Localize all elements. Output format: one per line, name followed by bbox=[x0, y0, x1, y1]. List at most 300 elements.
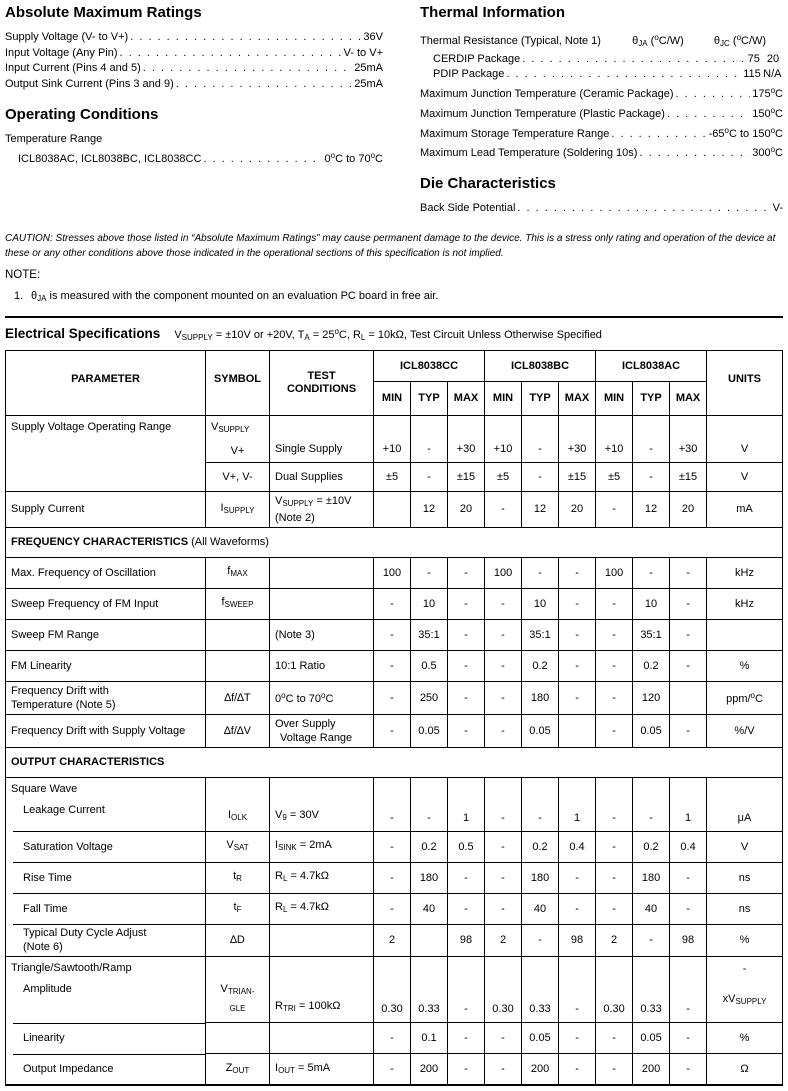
parameter-text: Max. Frequency of Oscillation bbox=[11, 566, 156, 579]
cell-value: - bbox=[485, 893, 522, 924]
cell-value: - bbox=[374, 831, 411, 862]
symbol-text: $t_F$ bbox=[233, 901, 242, 915]
notes-list bbox=[5, 289, 783, 306]
cell-value: - bbox=[670, 588, 707, 619]
spec-line bbox=[420, 83, 783, 103]
section-row bbox=[6, 747, 783, 777]
cell-value: - bbox=[596, 619, 633, 650]
parameter-text: Typical Duty Cycle Adjust bbox=[23, 927, 147, 940]
symbol-text: ∆D bbox=[230, 934, 245, 947]
cell-conditions bbox=[270, 957, 374, 1023]
spec-label: Output Sink Current (Pins 3 and 9) bbox=[5, 78, 174, 91]
cell-conditions bbox=[270, 1023, 374, 1054]
cell-value: - bbox=[559, 862, 596, 893]
dot-leader bbox=[143, 61, 353, 77]
table-row bbox=[6, 619, 783, 650]
cell-value: 20 bbox=[448, 491, 485, 527]
cell-value: 0.30 bbox=[485, 957, 522, 1023]
cell-units bbox=[707, 957, 783, 1023]
cell-value: 40 bbox=[522, 893, 559, 924]
symbol-text: $f_{SWEEP}$ bbox=[221, 596, 254, 610]
conditions-text: $V_9 = 30V$ bbox=[275, 808, 319, 822]
cell-value: 0.4 bbox=[559, 831, 596, 862]
cell-value: 200 bbox=[411, 1054, 448, 1086]
cell-value: - bbox=[596, 491, 633, 527]
symbol-text: $Z_{OUT}$ bbox=[225, 1061, 250, 1075]
right-column bbox=[420, 3, 783, 217]
cell-parameter bbox=[6, 831, 206, 862]
cell-conditions bbox=[270, 862, 374, 893]
cell-value: 0.4 bbox=[670, 831, 707, 862]
thermal-matrix-row bbox=[420, 52, 783, 68]
parameter-text: Supply Voltage Operating Range bbox=[11, 420, 172, 433]
parameter-text: Saturation Voltage bbox=[23, 840, 113, 853]
cell-value: 2 bbox=[485, 924, 522, 957]
cell-value: - bbox=[485, 588, 522, 619]
cell-value: 0.33 bbox=[633, 957, 670, 1023]
cell-symbol bbox=[206, 831, 270, 862]
col-header-test: TEST bbox=[307, 369, 336, 382]
cell-value: - bbox=[522, 924, 559, 957]
cell-value: ±5 bbox=[485, 462, 522, 491]
col-header-conditions: CONDITIONS bbox=[286, 382, 357, 395]
symbol-text: $I_{SUPPLY}$ bbox=[220, 501, 255, 515]
cell-parameter bbox=[6, 415, 206, 491]
cell-value: 100 bbox=[485, 557, 522, 588]
cell-parameter bbox=[6, 777, 206, 831]
cell-value: - bbox=[559, 1023, 596, 1054]
cell-value: - bbox=[559, 1054, 596, 1086]
die-characteristics-section bbox=[420, 175, 783, 217]
cell-value: - bbox=[670, 619, 707, 650]
thermal-information-title: Thermal Information bbox=[420, 4, 566, 21]
operating-conditions-section bbox=[5, 106, 383, 167]
cell-value: 35:1 bbox=[633, 619, 670, 650]
table-row bbox=[6, 650, 783, 681]
cell-value: - bbox=[374, 588, 411, 619]
cell-value: - bbox=[633, 557, 670, 588]
table-row bbox=[6, 681, 783, 714]
cell-value: 0.33 bbox=[522, 957, 559, 1023]
cell-value: - bbox=[374, 893, 411, 924]
spec-value: V- to V+ bbox=[343, 46, 383, 59]
die-characteristics-title: Die Characteristics bbox=[420, 174, 556, 192]
spec-label: ICL8038AC, ICL8038BC, ICL8038CC bbox=[18, 152, 202, 165]
cell-conditions bbox=[270, 462, 374, 491]
symbol-text: $V_{SAT}$ bbox=[226, 839, 249, 853]
left-column bbox=[5, 3, 383, 217]
cell-value: - bbox=[670, 557, 707, 588]
cell-value: - bbox=[559, 557, 596, 588]
cell-symbol bbox=[206, 650, 270, 681]
cell-value: 0.2 bbox=[522, 650, 559, 681]
cell-value: - bbox=[485, 681, 522, 714]
cell-value: - bbox=[485, 862, 522, 893]
cell-value: 98 bbox=[559, 924, 596, 957]
cell-value: - bbox=[411, 462, 448, 491]
spec-label: Maximum Junction Temperature (Plastic Package) bbox=[420, 107, 665, 120]
cell-value: - bbox=[374, 714, 411, 747]
thermal-matrix-row bbox=[420, 67, 783, 83]
parameter-text: Output Impedance bbox=[23, 1062, 114, 1075]
note-heading: NOTE: bbox=[5, 268, 41, 281]
absolute-maximum-ratings-list bbox=[5, 30, 383, 93]
dot-leader bbox=[522, 52, 742, 68]
cell-parameter bbox=[6, 557, 206, 588]
spec-label: PDIP Package bbox=[433, 68, 505, 81]
dot-leader bbox=[517, 201, 770, 217]
cell-symbol bbox=[206, 924, 270, 957]
cell-parameter bbox=[6, 924, 206, 957]
cell-value: - bbox=[448, 557, 485, 588]
spec-label: Maximum Lead Temperature (Soldering 10s) bbox=[420, 147, 638, 160]
spec-line bbox=[5, 30, 383, 46]
cell-value: - bbox=[374, 681, 411, 714]
cell-value: ±15 bbox=[559, 462, 596, 491]
cell-value: - bbox=[374, 777, 411, 831]
cell-value: 0.05 bbox=[522, 1023, 559, 1054]
cell-value: - bbox=[559, 588, 596, 619]
table-row bbox=[6, 415, 783, 462]
section-divider bbox=[5, 316, 783, 318]
spec-line bbox=[5, 61, 383, 77]
cell-value: 20 bbox=[559, 491, 596, 527]
table-row bbox=[6, 862, 783, 893]
cell-units: mA bbox=[707, 491, 783, 527]
cell-value bbox=[411, 924, 448, 957]
table-row bbox=[6, 491, 783, 527]
cell-value: - bbox=[633, 415, 670, 462]
parameter-text: FM Linearity bbox=[11, 659, 72, 672]
cell-units: % bbox=[707, 924, 783, 957]
theta-jc-column-header: $\theta_{JC}$ ($^o$C/W) bbox=[713, 33, 767, 48]
cell-value: - bbox=[485, 1054, 522, 1086]
cell-value: - bbox=[522, 462, 559, 491]
cell-value: - bbox=[522, 557, 559, 588]
spec-value: 36V bbox=[363, 31, 383, 43]
cell-conditions bbox=[270, 619, 374, 650]
theta-ja-value: 75 bbox=[747, 52, 760, 65]
cell-symbol bbox=[206, 557, 270, 588]
thermal-matrix-header-label: Thermal Resistance (Typical, Note 1) bbox=[420, 35, 601, 47]
cell-conditions bbox=[270, 557, 374, 588]
cell-value: 12 bbox=[633, 491, 670, 527]
cell-value: - bbox=[374, 1023, 411, 1054]
cell-value: 0.2 bbox=[411, 831, 448, 862]
col-header-symbol: SYMBOL bbox=[206, 350, 270, 415]
cell-value: 180 bbox=[411, 862, 448, 893]
table-row bbox=[6, 557, 783, 588]
col-header-units: UNITS bbox=[707, 350, 783, 415]
cell-value: - bbox=[596, 681, 633, 714]
cell-value: 12 bbox=[411, 491, 448, 527]
cell-symbol bbox=[206, 957, 270, 1023]
cell-value: 200 bbox=[522, 1054, 559, 1086]
cell-value: - bbox=[633, 924, 670, 957]
cell-value: 10 bbox=[633, 588, 670, 619]
cell-symbol bbox=[206, 777, 270, 831]
cell-value: 40 bbox=[633, 893, 670, 924]
cell-value: 0.33 bbox=[411, 957, 448, 1023]
cell-value: - bbox=[559, 957, 596, 1023]
spec-value: 25mA bbox=[354, 62, 383, 75]
symbol-text: $f_{MAX}$ bbox=[227, 565, 248, 579]
cell-value: 10 bbox=[522, 588, 559, 619]
spec-line bbox=[5, 77, 383, 93]
cell-conditions bbox=[270, 650, 374, 681]
cell-conditions bbox=[270, 777, 374, 831]
spec-value: 25mA bbox=[354, 78, 383, 91]
cell-conditions bbox=[270, 1054, 374, 1086]
cell-value: 0.1 bbox=[411, 1023, 448, 1054]
cell-symbol bbox=[206, 1023, 270, 1054]
section-label-suffix: (All Waveforms) bbox=[188, 536, 269, 549]
cell-value: - bbox=[448, 1054, 485, 1086]
parameter-text: Linearity bbox=[23, 1032, 65, 1045]
col-header-min: MIN bbox=[374, 381, 411, 415]
col-header-max: MAX bbox=[670, 381, 707, 415]
spec-line bbox=[420, 123, 783, 143]
conditions-text: Voltage Range bbox=[280, 731, 353, 744]
conditions-text: $R_L = 4.7k\Omega$ bbox=[275, 870, 329, 884]
cell-parameter bbox=[6, 893, 206, 924]
parameter-text: Sweep FM Range bbox=[11, 628, 100, 641]
top-columns bbox=[5, 3, 783, 217]
col-header-typ: TYP bbox=[633, 381, 670, 415]
cell-value: 180 bbox=[633, 862, 670, 893]
cell-units: ns bbox=[707, 893, 783, 924]
cell-units: %/V bbox=[707, 714, 783, 747]
cell-value: - bbox=[411, 415, 448, 462]
electrical-specifications-conditions: $V_{SUPPLY} = \pm 10V$ or +20V, $T_A = 25^oC$, $R_L = 10k\Omega$, Test Circuit Unless Otherwise Specified bbox=[174, 326, 602, 342]
dot-leader bbox=[506, 67, 740, 83]
cell-parameter bbox=[6, 862, 206, 893]
cell-value: 10 bbox=[411, 588, 448, 619]
spec-line bbox=[5, 148, 383, 168]
cell-value: 98 bbox=[448, 924, 485, 957]
cell-symbol bbox=[206, 462, 270, 491]
cell-value: - bbox=[485, 831, 522, 862]
cell-value: - bbox=[559, 619, 596, 650]
cell-value: - bbox=[670, 957, 707, 1023]
cell-value: - bbox=[485, 1023, 522, 1054]
cell-value: - bbox=[448, 1023, 485, 1054]
absolute-maximum-ratings-title: Absolute Maximum Ratings bbox=[5, 4, 202, 21]
cell-value: - bbox=[448, 862, 485, 893]
cell-value: 40 bbox=[411, 893, 448, 924]
spec-label: Maximum Storage Temperature Range bbox=[420, 127, 610, 140]
cell-value: 100 bbox=[596, 557, 633, 588]
cell-parameter bbox=[6, 588, 206, 619]
cell-conditions bbox=[270, 681, 374, 714]
cell-value: - bbox=[374, 619, 411, 650]
cell-value: - bbox=[596, 893, 633, 924]
parameter-text: Rise Time bbox=[23, 871, 72, 884]
cell-units: Ω bbox=[707, 1054, 783, 1086]
note-text: $\theta_{JA}$ is measured with the component mounted on an evaluation PC board in free air. bbox=[31, 289, 439, 303]
cell-symbol bbox=[206, 415, 270, 462]
dot-leader bbox=[203, 152, 322, 168]
spec-line bbox=[420, 201, 783, 217]
symbol-text: GLE bbox=[229, 1004, 246, 1014]
symbol-text: $t_R$ bbox=[233, 870, 242, 884]
cell-value: - bbox=[374, 862, 411, 893]
cell-parameter bbox=[6, 714, 206, 747]
spec-label: Input Current (Pins 4 and 5) bbox=[5, 62, 141, 75]
cell-value: +10 bbox=[596, 415, 633, 462]
spec-label: Supply Voltage (V- to V+) bbox=[5, 31, 129, 43]
conditions-text: $V_{SUPPLY} = \pm 10V$ bbox=[275, 494, 352, 508]
cell-value: 1 bbox=[670, 777, 707, 831]
spec-value: 150$^o$C bbox=[752, 105, 783, 120]
cell-value: - bbox=[522, 415, 559, 462]
parameter-text: Leakage Current bbox=[23, 803, 105, 816]
cell-value: - bbox=[448, 619, 485, 650]
cell-value: - bbox=[670, 650, 707, 681]
cell-value: - bbox=[374, 650, 411, 681]
cell-value: 0.05 bbox=[411, 714, 448, 747]
cell-value: 0.2 bbox=[633, 650, 670, 681]
spec-label: Temperature Range bbox=[5, 132, 103, 145]
parameter-text: Frequency Drift with bbox=[11, 684, 109, 697]
section-row bbox=[6, 527, 783, 557]
cell-value: 200 bbox=[633, 1054, 670, 1086]
cell-value: +30 bbox=[559, 415, 596, 462]
cell-symbol bbox=[206, 893, 270, 924]
die-characteristics-list bbox=[420, 201, 783, 217]
cell-value: ±5 bbox=[596, 462, 633, 491]
spec-value: V- bbox=[772, 201, 783, 214]
spec-value: 175$^o$C bbox=[752, 86, 783, 101]
cell-symbol bbox=[206, 681, 270, 714]
spec-label: Input Voltage (Any Pin) bbox=[5, 46, 118, 59]
cell-value: 20 bbox=[670, 491, 707, 527]
cell-value: 0.2 bbox=[633, 831, 670, 862]
cell-value: 120 bbox=[633, 681, 670, 714]
cell-value: 0.05 bbox=[633, 1023, 670, 1054]
conditions-text: (Note 2) bbox=[275, 511, 315, 524]
cell-value: - bbox=[485, 491, 522, 527]
table-row bbox=[6, 777, 783, 831]
theta-ja-column-header: $\theta_{JA}$ ($^o$C/W) bbox=[632, 33, 684, 48]
spec-line bbox=[420, 142, 783, 162]
cell-units: % bbox=[707, 1023, 783, 1054]
cell-value: 0.30 bbox=[596, 957, 633, 1023]
cell-value: - bbox=[411, 777, 448, 831]
cell-units: V bbox=[707, 415, 783, 462]
parameter-text: Supply Current bbox=[11, 503, 85, 516]
cell-parameter bbox=[6, 681, 206, 714]
cell-value: - bbox=[596, 1023, 633, 1054]
cell-units: V bbox=[707, 831, 783, 862]
cell-value bbox=[374, 491, 411, 527]
cell-value: 0.05 bbox=[522, 714, 559, 747]
parameter-text: Fall Time bbox=[23, 902, 68, 915]
table-row bbox=[6, 588, 783, 619]
cell-value: - bbox=[448, 714, 485, 747]
cell-value: 0.30 bbox=[374, 957, 411, 1023]
electrical-specifications-title: Electrical Specifications bbox=[5, 325, 161, 341]
cell-value: 1 bbox=[559, 777, 596, 831]
col-header-typ: TYP bbox=[411, 381, 448, 415]
spec-value: -65$^o$C to 150$^o$C bbox=[708, 125, 783, 140]
conditions-text: $I_{SINK} = 2mA$ bbox=[275, 839, 332, 853]
cell-value: - bbox=[596, 1054, 633, 1086]
theta-jc-value: 20 bbox=[766, 52, 780, 65]
col-header-min: MIN bbox=[485, 381, 522, 415]
units-text: $xV_{SUPPLY}$ bbox=[722, 993, 767, 1007]
cell-symbol bbox=[206, 1054, 270, 1086]
symbol-text: ∆f/∆T bbox=[224, 691, 251, 704]
operating-conditions-title: Operating Conditions bbox=[5, 105, 159, 123]
dot-leader bbox=[676, 87, 751, 103]
cell-value: 100 bbox=[374, 557, 411, 588]
cell-value: +30 bbox=[670, 415, 707, 462]
cell-value: - bbox=[485, 714, 522, 747]
cell-value: ±15 bbox=[448, 462, 485, 491]
spec-line bbox=[5, 132, 383, 148]
cell-units: kHz bbox=[707, 557, 783, 588]
cell-value bbox=[670, 681, 707, 714]
cell-value: - bbox=[448, 957, 485, 1023]
parameter-text: Sweep Frequency of FM Input bbox=[11, 597, 159, 610]
cell-symbol bbox=[206, 491, 270, 527]
cell-value: - bbox=[448, 681, 485, 714]
symbol-text: $V_{TRIAN-}$ bbox=[220, 983, 255, 997]
cell-value: - bbox=[559, 650, 596, 681]
cell-parameter bbox=[6, 1054, 206, 1086]
section-label: FREQUENCY CHARACTERISTICS bbox=[11, 536, 189, 549]
table-row bbox=[6, 957, 783, 1023]
thermal-resistance-rows bbox=[420, 52, 783, 83]
cell-value: 1 bbox=[448, 777, 485, 831]
cell-units: V bbox=[707, 462, 783, 491]
dot-leader bbox=[611, 127, 706, 143]
cell-conditions bbox=[270, 714, 374, 747]
cell-value: - bbox=[596, 650, 633, 681]
group-label: Square Wave bbox=[11, 782, 78, 795]
cell-symbol bbox=[206, 619, 270, 650]
cell-value: 0.5 bbox=[448, 831, 485, 862]
cell-value: - bbox=[670, 1054, 707, 1086]
symbol-text: V+ bbox=[230, 444, 245, 457]
cell-parameter bbox=[6, 957, 206, 1023]
cell-value: 35:1 bbox=[411, 619, 448, 650]
cell-value: - bbox=[633, 462, 670, 491]
table-row bbox=[6, 831, 783, 862]
conditions-text: (Note 3) bbox=[275, 628, 315, 641]
dot-leader bbox=[667, 107, 750, 123]
cell-value: - bbox=[374, 1054, 411, 1086]
cell-value: - bbox=[448, 893, 485, 924]
table-row bbox=[6, 1023, 783, 1054]
cell-parameter bbox=[6, 1023, 206, 1054]
cell-units: ns bbox=[707, 862, 783, 893]
conditions-text: $R_L = 4.7k\Omega$ bbox=[275, 901, 329, 915]
spec-label: Maximum Junction Temperature (Ceramic Package) bbox=[420, 88, 674, 101]
cell-value: - bbox=[670, 1023, 707, 1054]
table-row bbox=[6, 924, 783, 957]
dot-leader bbox=[639, 146, 750, 162]
dot-leader bbox=[176, 77, 353, 93]
cell-value: - bbox=[633, 777, 670, 831]
conditions-text: Dual Supplies bbox=[275, 470, 343, 483]
cell-value: 250 bbox=[411, 681, 448, 714]
cell-value: 0.05 bbox=[633, 714, 670, 747]
cell-conditions bbox=[270, 415, 374, 462]
cell-parameter bbox=[6, 650, 206, 681]
cell-value: - bbox=[485, 650, 522, 681]
